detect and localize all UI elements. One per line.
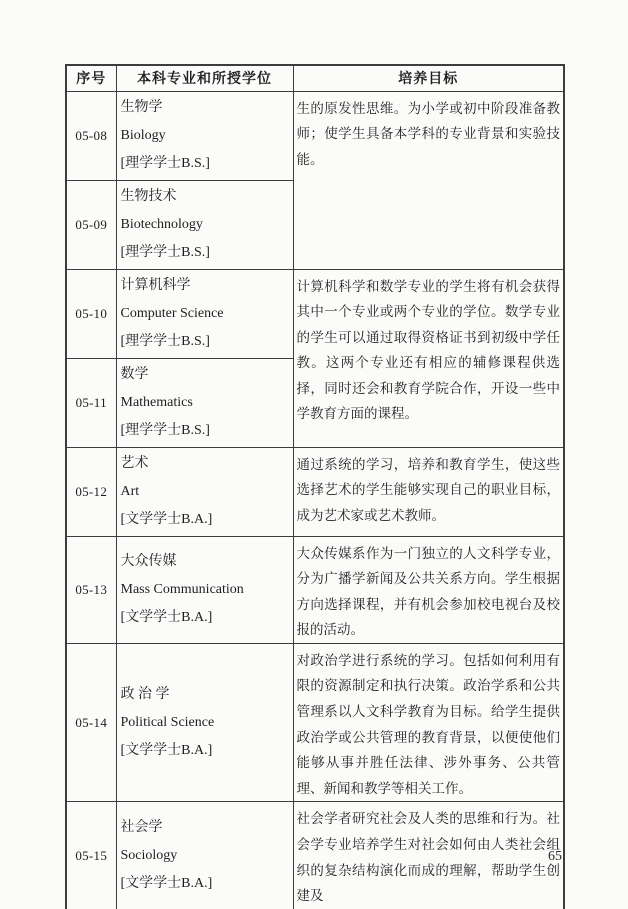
major-name-en: Computer Science bbox=[120, 305, 224, 321]
major-name-cn: 艺术 bbox=[120, 455, 149, 471]
row-number: 05-11 bbox=[66, 358, 116, 447]
row-number: 05-12 bbox=[66, 447, 116, 536]
major-degree: [文学学士B.A.] bbox=[120, 511, 213, 527]
major-name-en: Art bbox=[120, 483, 140, 499]
row-number: 05-13 bbox=[66, 536, 116, 643]
objective-cell: 大众传媒系作为一门独立的人文科学专业，分为广播学新闻及公共关系方向。学生根据方向选择课程，并有机会参加校电视台及校报的活动。 bbox=[293, 536, 564, 643]
major-name-cn: 政 治 学 bbox=[120, 686, 170, 702]
table-row bbox=[66, 643, 564, 802]
major-cell bbox=[116, 91, 293, 180]
row-number: 05-15 bbox=[66, 802, 116, 909]
row-number: 05-09 bbox=[66, 180, 116, 269]
major-name-cn: 数学 bbox=[120, 366, 149, 382]
table-row bbox=[66, 802, 564, 909]
major-degree: [文学学士B.A.] bbox=[120, 875, 213, 891]
major-cell bbox=[116, 536, 293, 643]
objective-cell: 生的原发性思维。为小学或初中阶段准备教师；使学生具备本学科的专业背景和实验技能。 bbox=[293, 91, 564, 269]
col-header-major-degree: 本科专业和所授学位 bbox=[116, 65, 293, 91]
major-cell bbox=[116, 802, 293, 909]
col-header-number: 序号 bbox=[66, 65, 116, 91]
row-number: 05-10 bbox=[66, 269, 116, 358]
col-header-objectives: 培养目标 bbox=[293, 65, 564, 91]
major-name-en: Mathematics bbox=[120, 394, 193, 410]
row-number: 05-08 bbox=[66, 91, 116, 180]
major-degree: [理学学士B.S.] bbox=[120, 244, 210, 260]
major-name-cn: 计算机科学 bbox=[120, 277, 191, 293]
major-name-cn: 生物学 bbox=[120, 99, 163, 115]
objective-cell: 对政治学进行系统的学习。包括如何利用有限的资源制定和执行决策。政治学系和公共管理系以人文科学教育为目标。给学生提供政治学或公共管理的教育背景，以便使他们能够从事并胜任法律、涉外事务、公共管理、新闻和教学等相关工作。 bbox=[293, 643, 564, 802]
major-cell bbox=[116, 358, 293, 447]
major-name-cn: 生物技术 bbox=[120, 188, 177, 204]
major-degree: [文学学士B.A.] bbox=[120, 609, 213, 625]
objective-cell: 社会学者研究社会及人类的思维和行为。社会学专业培养学生对社会如何由人类社会组织的复杂结构演化而成的理解，帮助学生创建及 bbox=[293, 802, 564, 909]
table-row bbox=[66, 269, 564, 358]
table-row bbox=[66, 447, 564, 536]
major-degree: [理学学士B.S.] bbox=[120, 422, 210, 438]
major-name-en: Biology bbox=[120, 127, 166, 143]
major-cell bbox=[116, 180, 293, 269]
table-header-row bbox=[66, 65, 564, 91]
major-name-en: Sociology bbox=[120, 847, 178, 863]
major-name-cn: 社会学 bbox=[120, 819, 163, 835]
major-name-en: Biotechnology bbox=[120, 216, 203, 232]
page-number: 65 bbox=[548, 849, 562, 864]
major-cell bbox=[116, 447, 293, 536]
major-name-en: Political Science bbox=[120, 714, 215, 730]
major-cell bbox=[116, 643, 293, 802]
majors-table bbox=[65, 64, 565, 909]
major-name-en: Mass Communication bbox=[120, 581, 244, 597]
table-row bbox=[66, 536, 564, 643]
major-cell bbox=[116, 269, 293, 358]
objective-cell: 计算机科学和数学专业的学生将有机会获得其中一个专业或两个专业的学位。数学专业的学生可以通过取得资格证书到初级中学任教。这两个专业还有相应的辅修课程供选择，同时还会和教育学院合作，开设一些中学教育方面的课程。 bbox=[293, 269, 564, 447]
major-name-cn: 大众传媒 bbox=[120, 553, 177, 569]
major-degree: [文学学士B.A.] bbox=[120, 742, 213, 758]
objective-cell: 通过系统的学习，培养和教育学生，使这些选择艺术的学生能够实现自己的职业目标，成为艺术家或艺术教师。 bbox=[293, 447, 564, 536]
major-degree: [理学学士B.S.] bbox=[120, 155, 210, 171]
row-number: 05-14 bbox=[66, 643, 116, 802]
major-degree: [理学学士B.S.] bbox=[120, 333, 210, 349]
table-row bbox=[66, 91, 564, 180]
